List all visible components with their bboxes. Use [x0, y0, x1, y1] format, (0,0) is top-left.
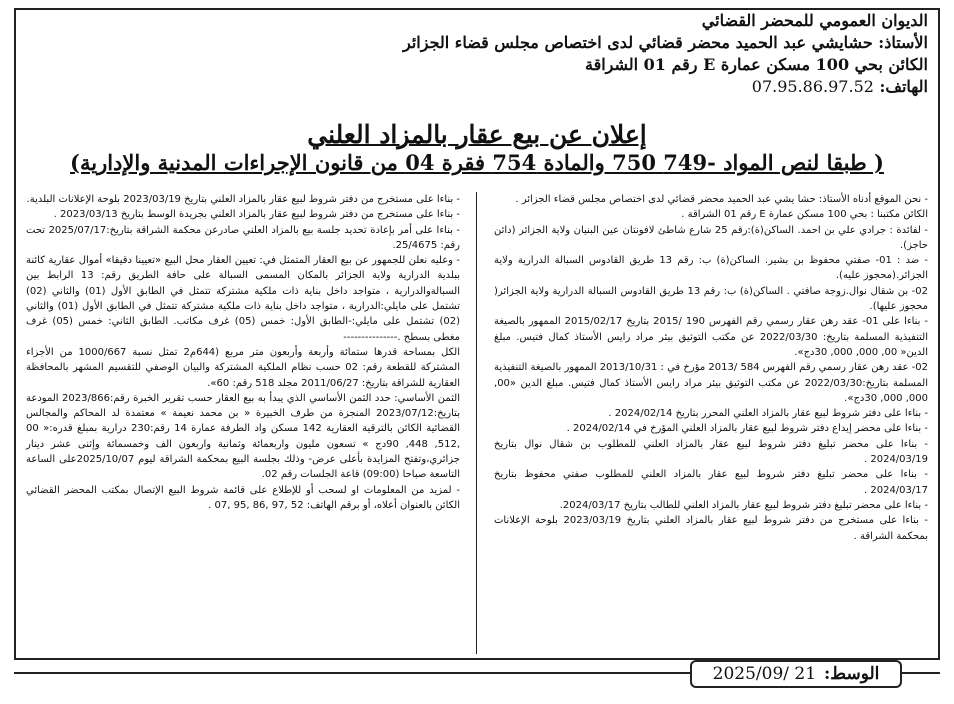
notice-title: إعلان عن بيع عقار بالمزاد العلني [307, 120, 647, 149]
publication-date-box [690, 660, 902, 688]
paragraph: 02- عقد رهن عقار رسمي رقم الفهرس 584 /2013 مؤرخ في : 2013/10/31 الممهور بالصيغة التنفيذية المسلمة بتاريخ:2022/03/30 عن مكتب التوثيق بيئر مراد رايس الأستاذ كمال فتيس. مبلغ الدين «00, 000, 000, 30دج». [494, 362, 928, 404]
paragraph: - بناءا على محضر إيداع دفتر شروط لبيع عقار بالمزاد العلني المؤرخ في 2024/02/14 . [566, 423, 928, 435]
bailiff-header [288, 10, 928, 98]
paragraph: - بناءا على مستخرج من دفتر شروط لبيع عقار بالمزاد العلني بجريدة الوسط بتاريخ 2023/03/13 . [53, 209, 460, 221]
paragraph: الكل بمساحة قدرها ستمائة وأربعة وأربعون متر مربع (644م2 تمثل نسبة 1000/667 من الأجزاء المشتركة للقطعة رقم: 02 حسب نظام الملكية المشتركة والبيان الوصفي للتقسيم المشهر بالمحافظة العقارية للشراقة بتاريخ: 2011/06/27 مجلد 518 رقم: 60». [26, 346, 460, 389]
publication-date: 2025/09/ 21 [712, 664, 817, 684]
paragraph: - بناءا على محضر تبليغ دفتر شروط لبيع عقار بالمزاد العلني للطالب بتاريخ 2024/03/17. [559, 499, 928, 511]
paragraph: - بناءا على محضر تبليغ دفتر شروط لبيع عقار بالمزاد العلني للمطلوب بن شقال نوال بتاريخ 2024/03/19 . [494, 438, 928, 466]
left-column [26, 192, 460, 513]
paragraph: - بناءا على أمر بإعادة تحديد جلسة بيع بالمزاد العلني صادرعن محكمة الشراقة بتاريخ:2025/07/17 تحت رقم: 25/4675. [26, 224, 460, 251]
notice-body [26, 192, 928, 654]
paragraph: - بناءا على مستخرج من دفتر شروط لبيع عقار بالمزاد العلني بتاريخ 2023/03/19 بلوحة الإعلانات بمحكمة الشراقة . [494, 515, 928, 542]
paragraph: - لفائدة : جرادي علي بن احمد. الساكن(ة):رقم 25 شارع شاطئ لافونتان عين البنيان ولاية الجزائر (دائن حاجز). [494, 224, 928, 251]
phone-line [288, 76, 928, 98]
notice-subtitle: ( طبقا لنص المواد -749 750 والمادة 754 فقرة 04 من قانون الإجراءات المدنية والإدارية) [70, 150, 884, 175]
bailiff-name: الأستاذ: حشايشي عبد الحميد محضر قضائي لدى اختصاص مجلس قضاء الجزائر [403, 33, 928, 52]
paragraph: الكائن مكتبنا : بحي 100 مسكن عمارة E رقم 01 الشراقة . [681, 209, 928, 221]
office-address: الكائن بحي 100 مسكن عمارة E رقم 01 الشراقة [585, 55, 928, 74]
paragraph: - لمزيد من المعلومات او لسحب أو للإطلاع على قائمة شروط البيع الإتصال بمكتب المحضر القضائي الكائن بالعنوان أعلاه، أو برقم الهاتف: 52 ,97 ,86 ,95 ,07 . [26, 484, 460, 511]
paragraph: - ضد : 01- صفتي محفوظ بن بشير. الساكن(ة) ب: رقم 13 طريق القادوس السبالة الدرارية ولاية الجزائر.(محجوز عليه). [494, 255, 928, 282]
phone-label: الهاتف: [879, 77, 928, 96]
paragraph: 02- بن شقال نوال.زوجة صافتي . الساكن(ة) ب: رقم 13 طريق القادوس السبالة الدرارية ولاية الجزائر( محجوز عليها). [494, 285, 929, 313]
phone-value: 07.95.86.97.52 [751, 77, 874, 96]
office-name: الديوان العمومي للمحضر القضائي [701, 11, 928, 30]
paragraph: - وعليه نعلن للجمهور عن بيع العقار المتمثل في: تعيين العقار محل البيع «تعيينا دقيقا» أموال عقارية كائنة ببلدية الدرارية ولاية الجزائر بالمكان المسمى السبالة على حافة الطريق رقم: 13 الرابط بين السبالةوالدرارية ، متواجد داخل بناية ذات ملكية مشتركة تتمثل في الطابق الأول (01) والثاني (02) تشتمل على مايلي:الدرارية ، متواجد داخل بناية ذات ملكية مشتركة تتمثل في الطابق الأول (01) والثاني (02) تشتمل على مايلي:-الطابق الأول: خمس (05) غرف مكاتب. الطابق الثاني: خمس (05) غرف مغطى بسطح .--------------- [26, 255, 461, 343]
column-divider [476, 192, 477, 654]
paragraph: - نحن الموقع أدناه الأستاذ: حشا يشي عبد الحميد محضر قضائي لدى اختصاص مجلس قضاء الجزائر . [515, 194, 928, 205]
paragraph: الثمن الأساسي: حدد الثمن الأساسي الذي يبدأ به بيع العقار حسب تقرير الخبرة رقم:2023/866 المودعة بتاريخ:2023/07/12 المنجزة من طرف الخبيرة « بن محمد نعيمة » معتمدة لد المحاكم والمجالس القضائية الكائن بالترقية العقارية 142 مسكن واد الطرفة عمارة 14 رقم:230 درارية بمبلغ قدره:« 00 ,512, 448, 90دج » تسعون مليون واربعمائة وثمانية واربعون الف وخمسمائة وإثنى عشر دينار جزائري،وتفتح المزايدة بأعلى عرض- وذلك بجلسة البيع بمحكمة الشراقة ليوم 2025/10/07على الساعة التاسعة صباحا (09:00) قاعة الجلسات رقم 02. [26, 392, 461, 481]
newspaper-label: الوسط: [824, 664, 880, 684]
paragraph: - بناءا على مستخرج من دفتر شروط لبيع عقار بالمزاد العلني بتاريخ 2023/03/19 بلوحة الإعلانات البلدية. [26, 194, 460, 205]
paragraph: - بناءا على 01- عقد رهن عقار رسمي رقم الفهرس 190 /2015 بتاريخ 2015/02/17 الممهور بالصيغة التنفيذية المسلمة بتاريخ: 2022/03/30 عن مكتب التوثيق بيئر مراد رايس الأستاذ كمال فتيس. مبلغ الدين« 00, 000, 000, 30دج». [494, 316, 928, 358]
paragraph: - بناءا على محضر تبليغ دفتر شروط لبيع عقار بالمزاد العلني للمطلوب صفتي محفوظ بتاريخ 2024/03/17 . [494, 469, 928, 496]
paragraph: - بناءا على دفتر شروط لبيع عقار بالمزاد العلني المحرر بتاريخ 2024/02/14 . [608, 408, 928, 420]
right-column [494, 192, 928, 544]
